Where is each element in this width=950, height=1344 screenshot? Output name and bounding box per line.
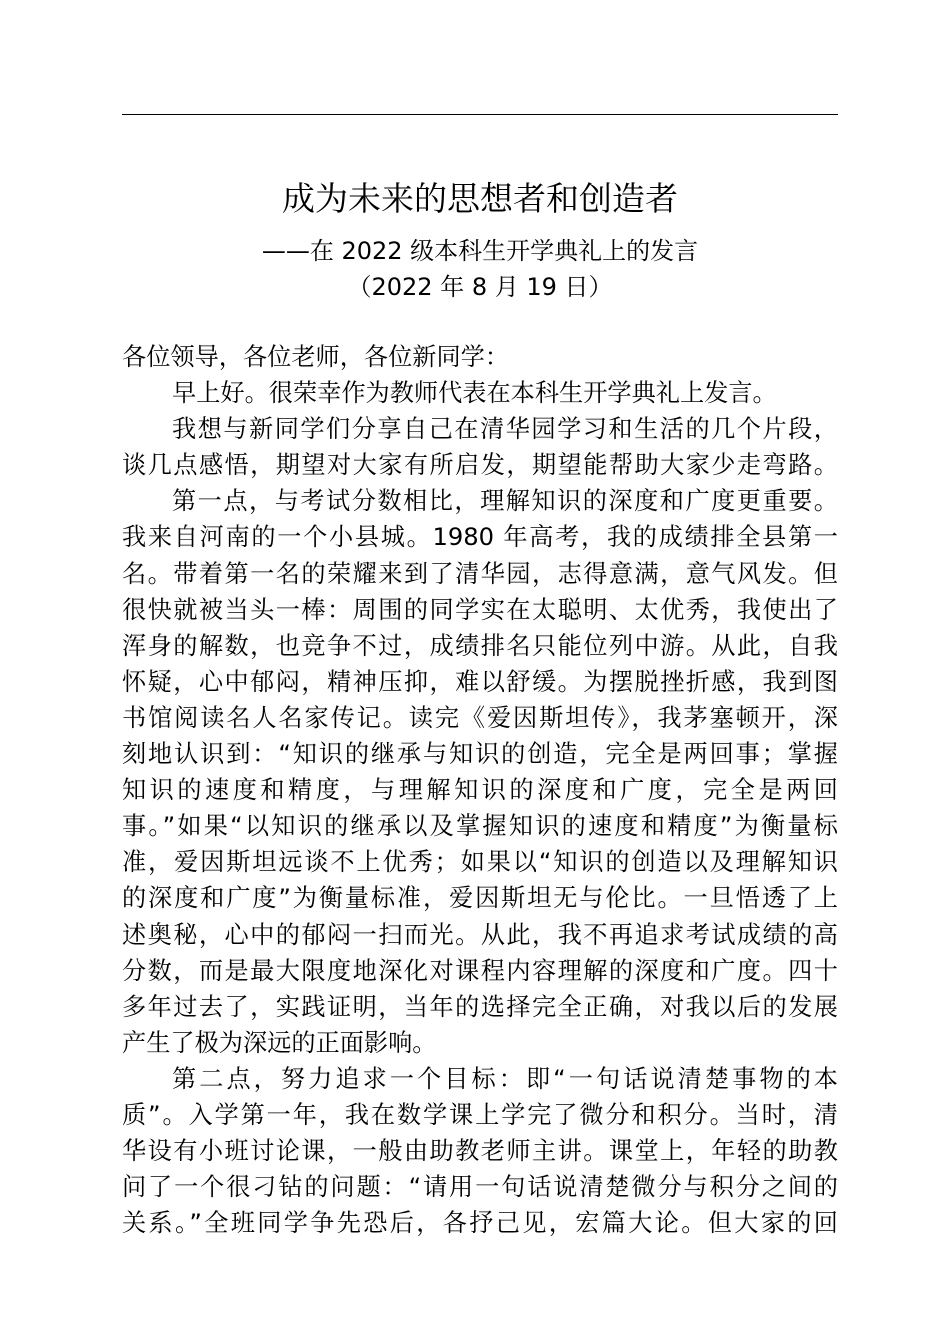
body-line: 怀疑，心中郁闷，精神压抑，难以舒缓。为摆脱挫折感，我到图 bbox=[122, 667, 838, 696]
header-rule bbox=[122, 114, 838, 115]
body-line: 述奥秘，心中的郁闷一扫而光。从此，我不再追求考试成绩的高 bbox=[122, 920, 838, 949]
body-line: 第二点，努力追求一个目标：即“一句话说清楚事物的本 bbox=[172, 1064, 838, 1093]
document-subtitle: ——在 2022 级本科生开学典礼上的发言 bbox=[261, 237, 699, 265]
body-line: 第一点，与考试分数相比，理解知识的深度和广度更重要。 bbox=[172, 487, 838, 516]
body-line: 我来自河南的一个小县城。1980 年高考，我的成绩排全县第一 bbox=[122, 523, 838, 552]
body-line: 知识的速度和精度，与理解知识的深度和广度，完全是两回 bbox=[122, 776, 838, 805]
body-line: 名。带着第一名的荣耀来到了清华园，志得意满，意气风发。但 bbox=[122, 559, 838, 588]
body-line: 分数，而是最大限度地深化对课程内容理解的深度和广度。四十 bbox=[122, 956, 838, 985]
document-body bbox=[122, 339, 838, 1241]
body-line: 关系。”全班同学争先恐后，各抒己见，宏篇大论。但大家的回 bbox=[122, 1209, 838, 1238]
body-line: 我想与新同学们分享自己在清华园学习和生活的几个片段， bbox=[172, 415, 838, 444]
body-line: 的深度和广度”为衡量标准，爱因斯坦无与伦比。一旦悟透了上 bbox=[122, 884, 838, 913]
body-line: 事。”如果“以知识的继承以及掌握知识的速度和精度”为衡量标 bbox=[122, 812, 838, 841]
body-line: 早上好。很荣幸作为教师代表在本科生开学典礼上发言。 bbox=[172, 379, 777, 408]
body-line: 刻地认识到：“知识的继承与知识的创造，完全是两回事；掌握 bbox=[122, 740, 838, 769]
body-line: 产生了极为深远的正面影响。 bbox=[122, 1028, 437, 1057]
body-line: 多年过去了，实践证明，当年的选择完全正确，对我以后的发展 bbox=[122, 992, 838, 1021]
document-date: （2022 年 8 月 19 日） bbox=[347, 273, 613, 301]
body-line: 书馆阅读名人名家传记。读完《爱因斯坦传》，我茅塞顿开，深 bbox=[122, 703, 838, 732]
body-line: 问了一个很刁钻的问题：“请用一句话说清楚微分与积分之间的 bbox=[122, 1173, 838, 1202]
body-line: 很快就被当头一棒：周围的同学实在太聪明、太优秀，我使出了 bbox=[122, 595, 838, 624]
body-line: 质”。入学第一年，我在数学课上学完了微分和积分。当时，清 bbox=[122, 1100, 838, 1129]
body-line: 谈几点感悟，期望对大家有所启发，期望能帮助大家少走弯路。 bbox=[122, 451, 838, 480]
body-line: 准，爱因斯坦远谈不上优秀；如果以“知识的创造以及理解知识 bbox=[122, 848, 838, 877]
body-line: 华设有小班讨论课，一般由助教老师主讲。课堂上，年轻的助教 bbox=[122, 1137, 838, 1166]
document-title: 成为未来的思想者和创造者 bbox=[282, 179, 678, 218]
body-line: 浑身的解数，也竞争不过，成绩排名只能位列中游。从此，自我 bbox=[122, 631, 838, 660]
salutation-line: 各位领导，各位老师，各位新同学： bbox=[122, 343, 510, 371]
